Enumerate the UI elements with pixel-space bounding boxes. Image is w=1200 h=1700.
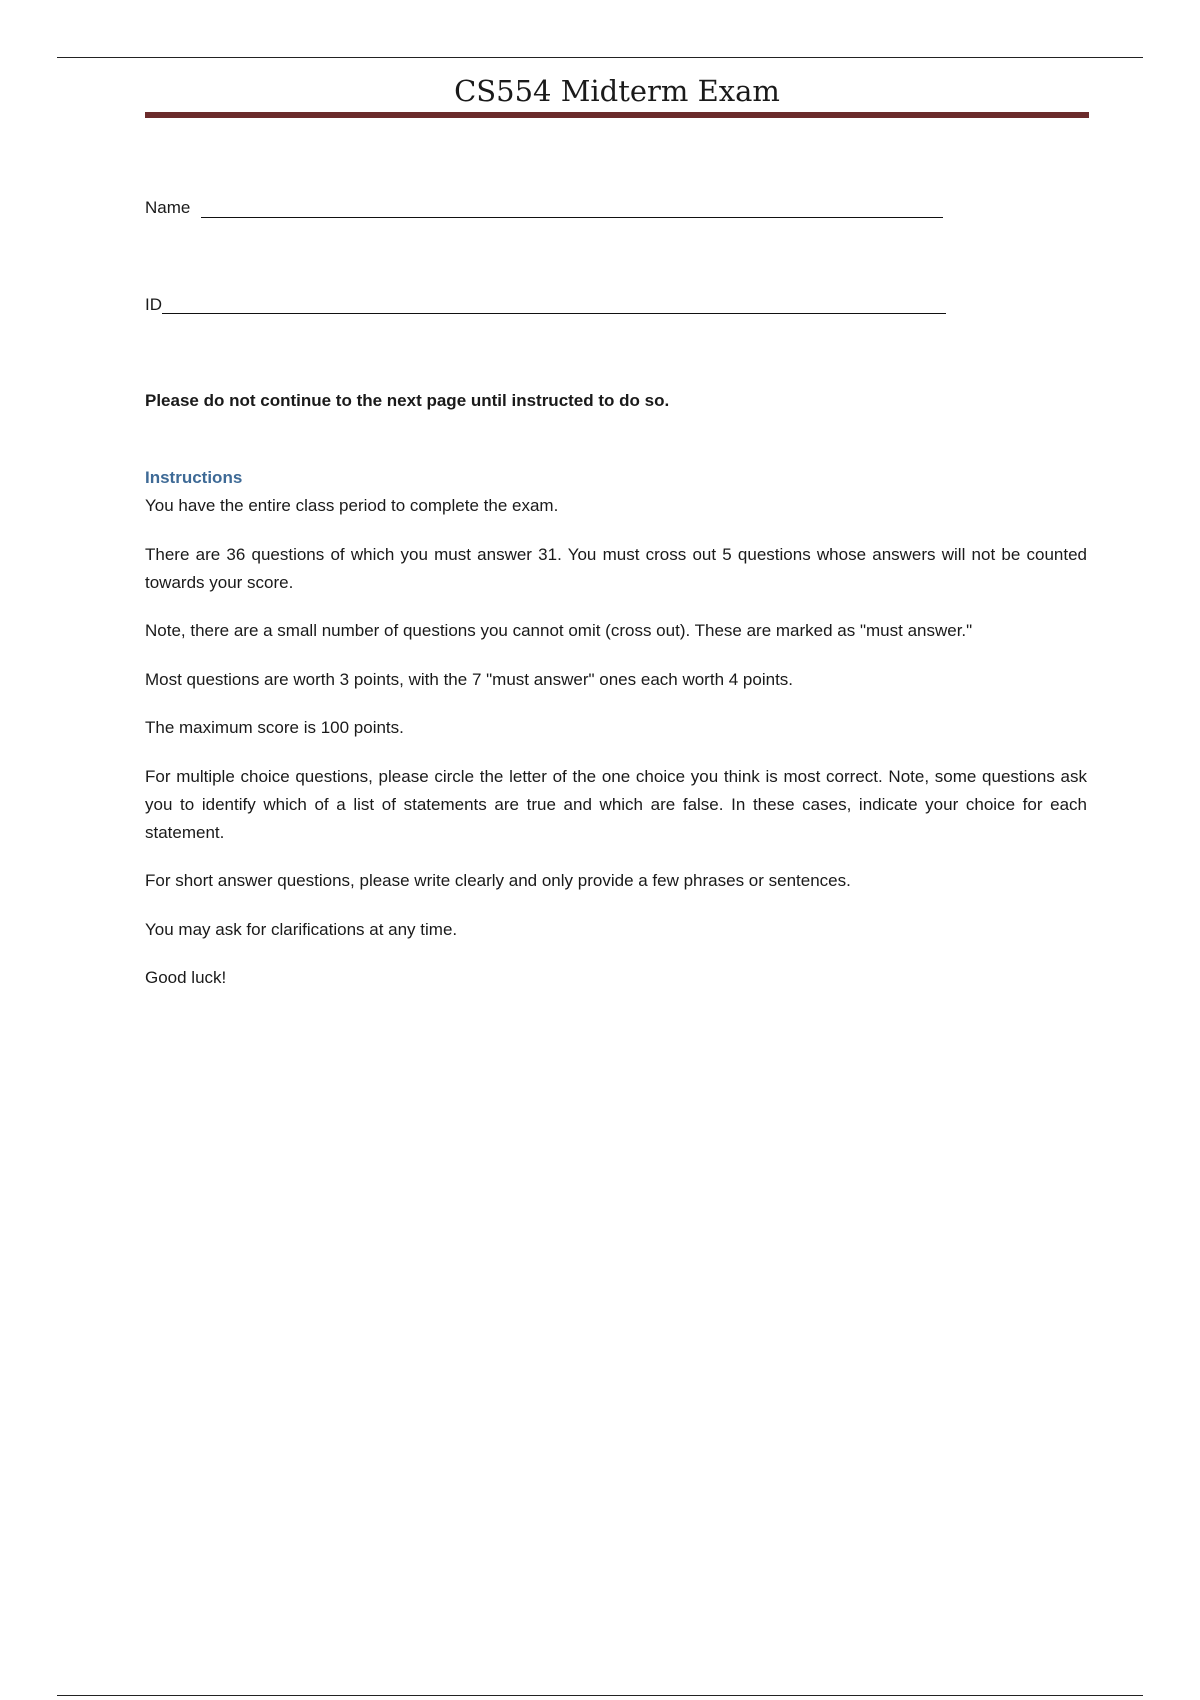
instructions-heading: Instructions	[145, 468, 243, 487]
instruction-paragraph: You may ask for clarifications at any time.	[145, 919, 458, 939]
instructions-body	[145, 492, 1087, 1013]
instruction-paragraph: You have the entire class period to complete the exam.	[145, 496, 559, 515]
do-not-continue-notice: Please do not continue to the next page until instructed to do so.	[145, 391, 670, 410]
instruction-paragraph: For short answer questions, please write clearly and only provide a few phrases or sentences.	[145, 871, 851, 890]
title-underline-bar	[145, 112, 1089, 118]
instruction-paragraph: Note, there are a small number of questions you cannot omit (cross out). These are marked as "must answer."	[145, 621, 973, 640]
instruction-paragraph: Good luck!	[145, 968, 227, 987]
instruction-paragraph: There are 36 questions of which you must answer 31. You must cross out 5 questions whose answers will not be counted towards your score.	[145, 544, 1087, 592]
page-title: CS554 Midterm Exam	[454, 74, 780, 108]
name-field-label: Name	[145, 198, 191, 217]
instruction-paragraph: For multiple choice questions, please circle the letter of the one choice you think is most correct. Note, some questions ask you to identify which of a list of statements are true and which are false. In these cases, indicate your choice for each statement.	[145, 766, 1087, 842]
page-bottom-rule	[57, 1695, 1143, 1696]
instruction-paragraph: Most questions are worth 3 points, with the 7 "must answer" ones each worth 4 points.	[145, 669, 794, 689]
name-field[interactable]	[201, 217, 943, 218]
page-top-rule	[57, 57, 1143, 58]
instruction-paragraph: The maximum score is 100 points.	[145, 718, 404, 737]
id-field[interactable]	[162, 313, 946, 314]
id-field-label: ID	[145, 295, 162, 314]
